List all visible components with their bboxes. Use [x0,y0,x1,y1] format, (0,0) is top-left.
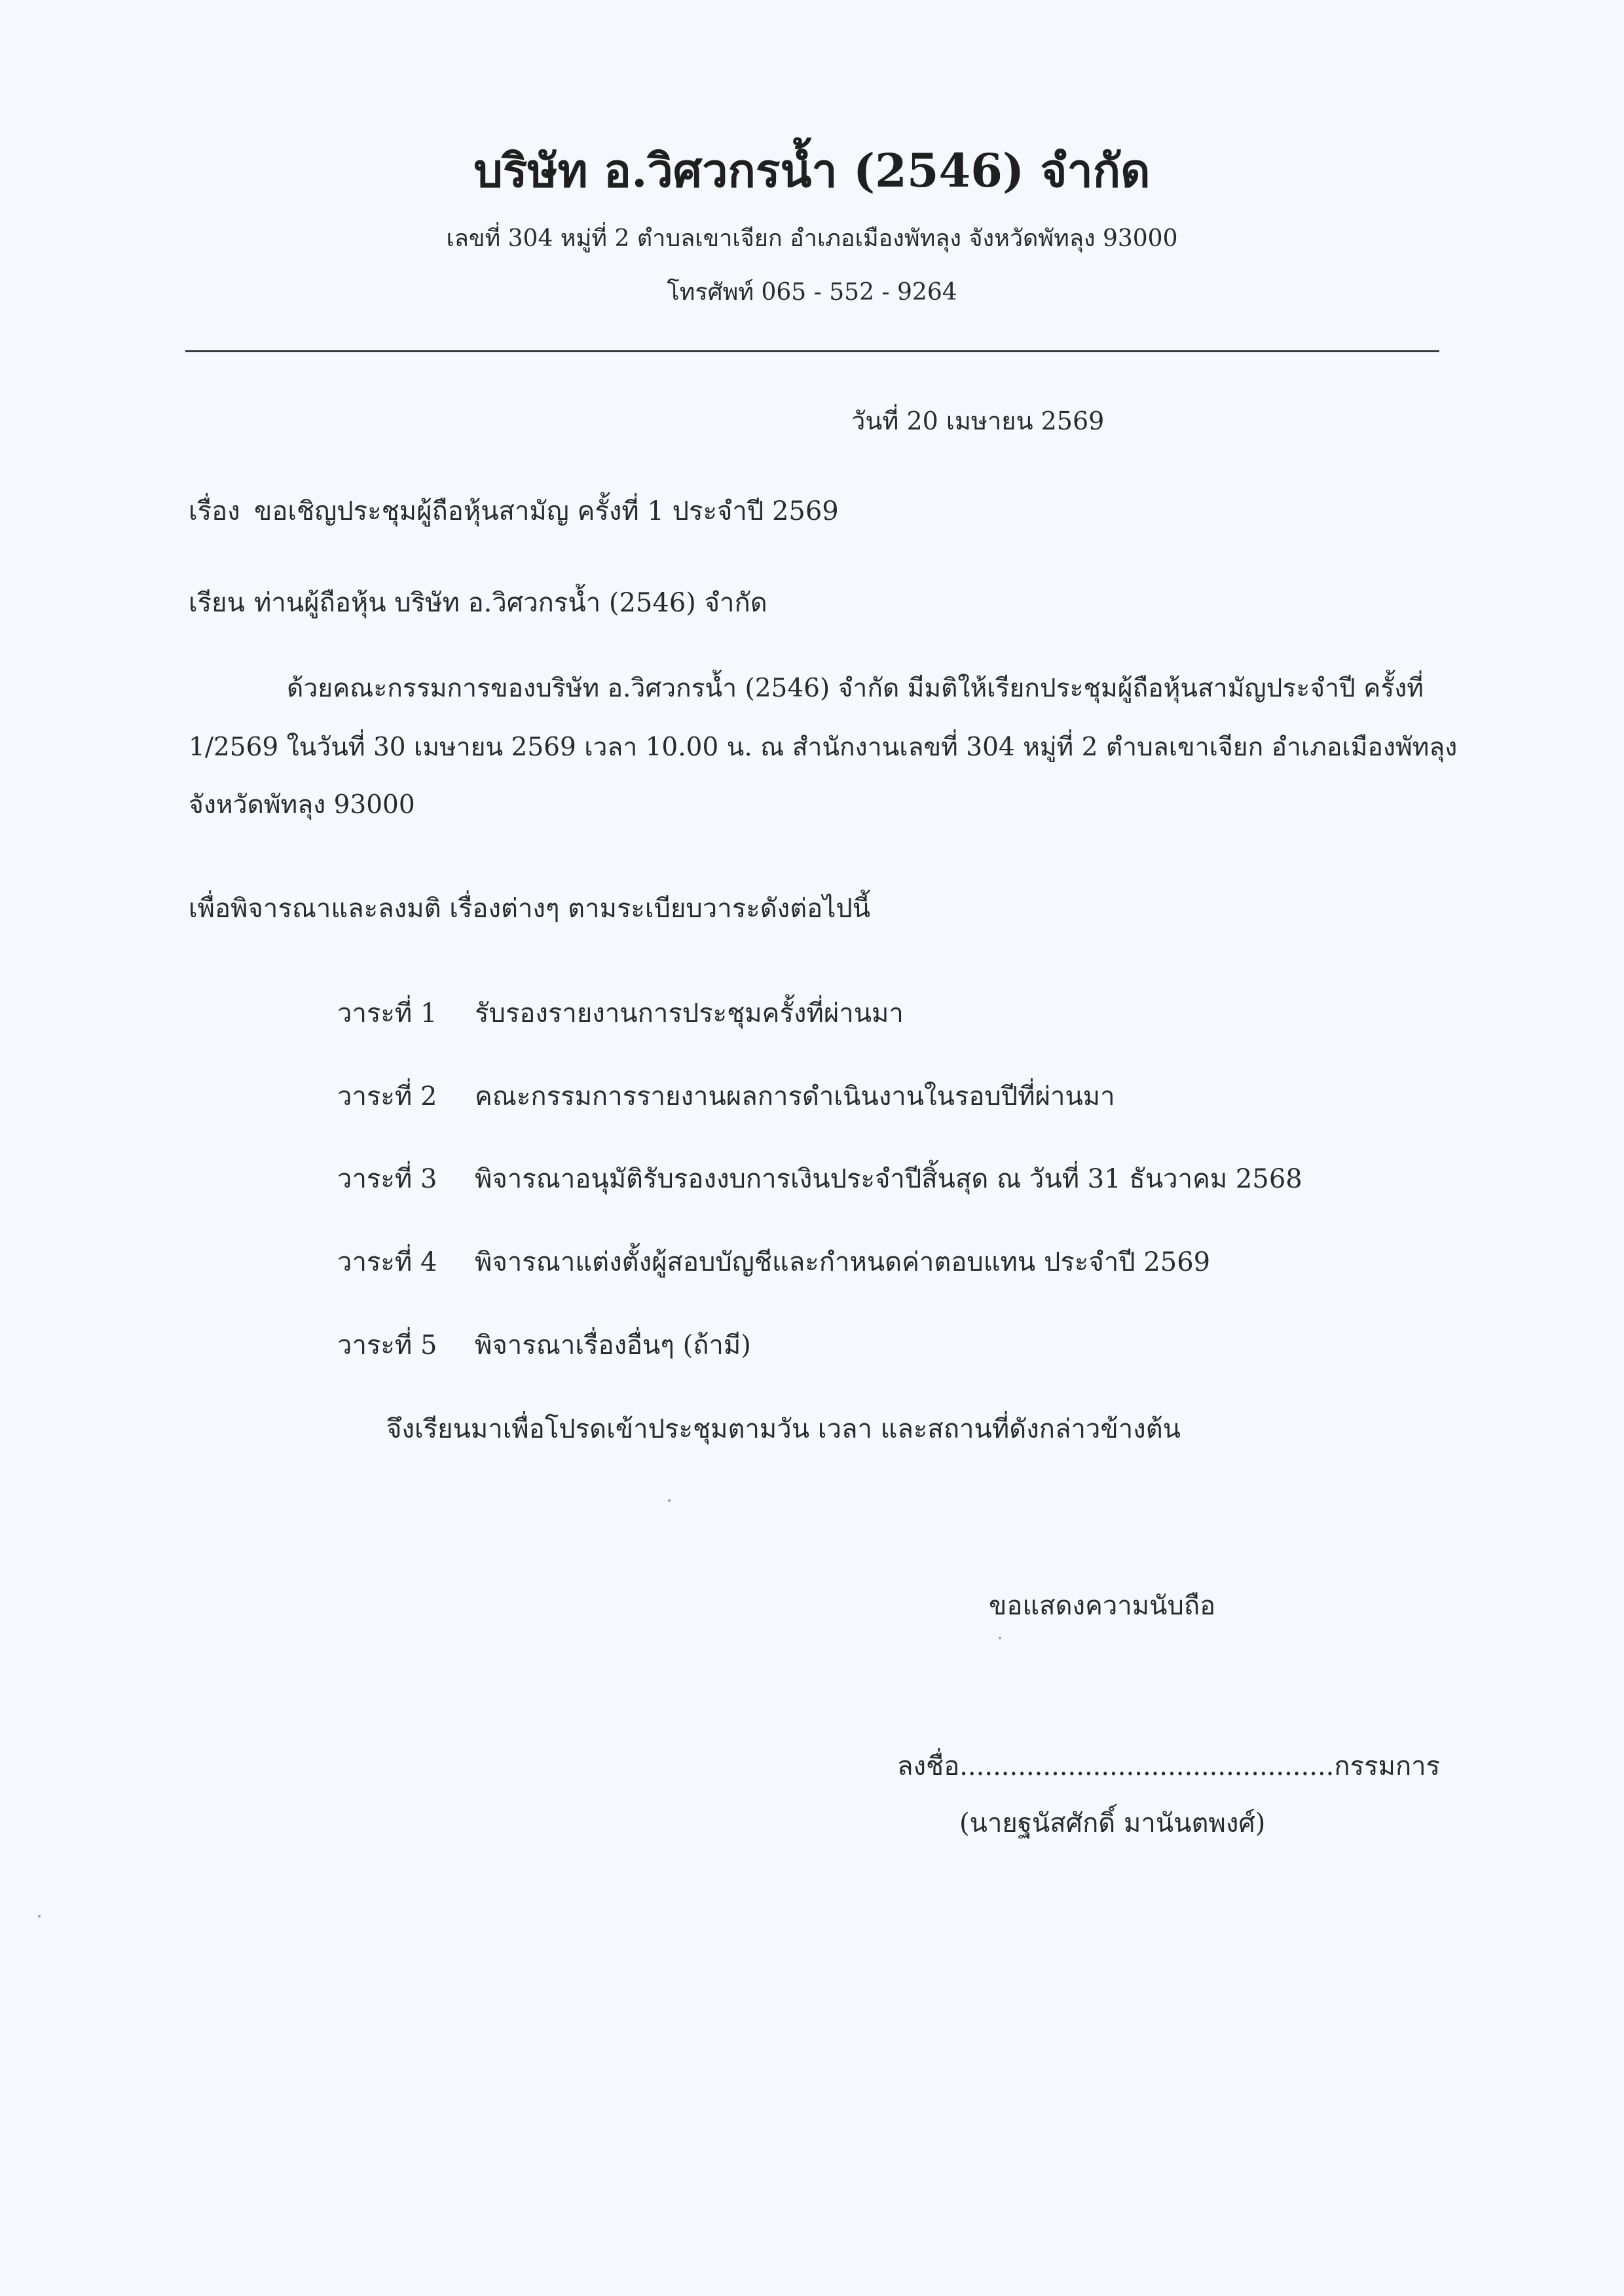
agenda-item [337,1157,1302,1199]
agenda-item [337,1324,751,1366]
agenda-number: วาระที่ 4 [337,1247,437,1277]
regards-line: ขอแสดงความนับถือ [989,1591,1216,1621]
agenda-text: พิจารณาอนุมัติรับรองงบการเงินประจำปีสิ้นสุด ณ วันที่ 31 ธันวาคม 2568 [475,1164,1302,1194]
company-phone: โทรศัพท์ 065 - 552 - 9264 [667,279,957,306]
recipient-line [189,581,767,623]
signature-line: ลงชื่อ.............................................กรรมการ [897,1751,1441,1781]
body-line-3: จังหวัดพัทลุง 93000 [189,790,415,820]
company-address: เลขที่ 304 หมู่ที่ 2 ตำบลเขาเจียก อำเภอเมืองพัทลุง จังหวัดพัทลุง 93000 [446,225,1178,252]
agenda-number: วาระที่ 5 [337,1330,437,1360]
header-divider [185,350,1439,352]
agenda-text: พิจารณาแต่งตั้งผู้สอบบัญชีและกำหนดค่าตอบแทน ประจำปี 2569 [475,1247,1211,1277]
recipient-text: ท่านผู้ถือหุ้น บริษัท อ.วิศวกรน้ำ (2546) จำกัด [254,588,767,618]
paper-speck [38,1915,41,1918]
subject-label: เรื่อง [189,496,240,526]
agenda-number: วาระที่ 2 [337,1082,437,1112]
paper-speck [668,1499,671,1502]
subject-line [189,490,839,532]
agenda-item [337,1075,1115,1117]
agenda-text: รับรองรายงานการประชุมครั้งที่ผ่านมา [475,998,904,1029]
subject-text: ขอเชิญประชุมผู้ถือหุ้นสามัญ ครั้งที่ 1 ประจำปี 2569 [254,496,839,526]
agenda-number: วาระที่ 1 [337,998,437,1029]
agenda-item [337,1241,1210,1283]
agenda-text: พิจารณาเรื่องอื่นๆ (ถ้ามี) [475,1330,751,1360]
agenda-text: คณะกรรมการรายงานผลการดำเนินงานในรอบปีที่ผ่านมา [475,1082,1115,1112]
signer-name: (นายฐนัสศักดิ์ มานันตพงศ์) [959,1808,1266,1838]
body-line-1: ด้วยคณะกรรมการของบริษัท อ.วิศวกรน้ำ (2546) จำกัด มีมติให้เรียกประชุมผู้ถือหุ้นสามัญประจำปี ครั้งที่ [287,674,1424,703]
recipient-label: เรียน [189,588,245,618]
closing-line: จึงเรียนมาเพื่อโปรดเข้าประชุมตามวัน เวลา และสถานที่ดังกล่าวข้างต้น [386,1414,1181,1444]
company-name: บริษัท อ.วิศวกรน้ำ (2546) จำกัด [473,143,1151,198]
paper-speck [999,1637,1001,1639]
purpose-line: เพื่อพิจารณาและลงมติ เรื่องต่างๆ ตามระเบียบวาระดังต่อไปนี้ [189,894,871,924]
agenda-number: วาระที่ 3 [337,1164,437,1194]
letter-date: วันที่ 20 เมษายน 2569 [851,407,1105,435]
body-line-2: 1/2569 ในวันที่ 30 เมษายน 2569 เวลา 10.00 น. ณ สำนักงานเลขที่ 304 หมู่ที่ 2 ตำบลเขาเจียก อำเภอเมืองพัทลุง [189,733,1458,762]
agenda-item [337,992,904,1034]
